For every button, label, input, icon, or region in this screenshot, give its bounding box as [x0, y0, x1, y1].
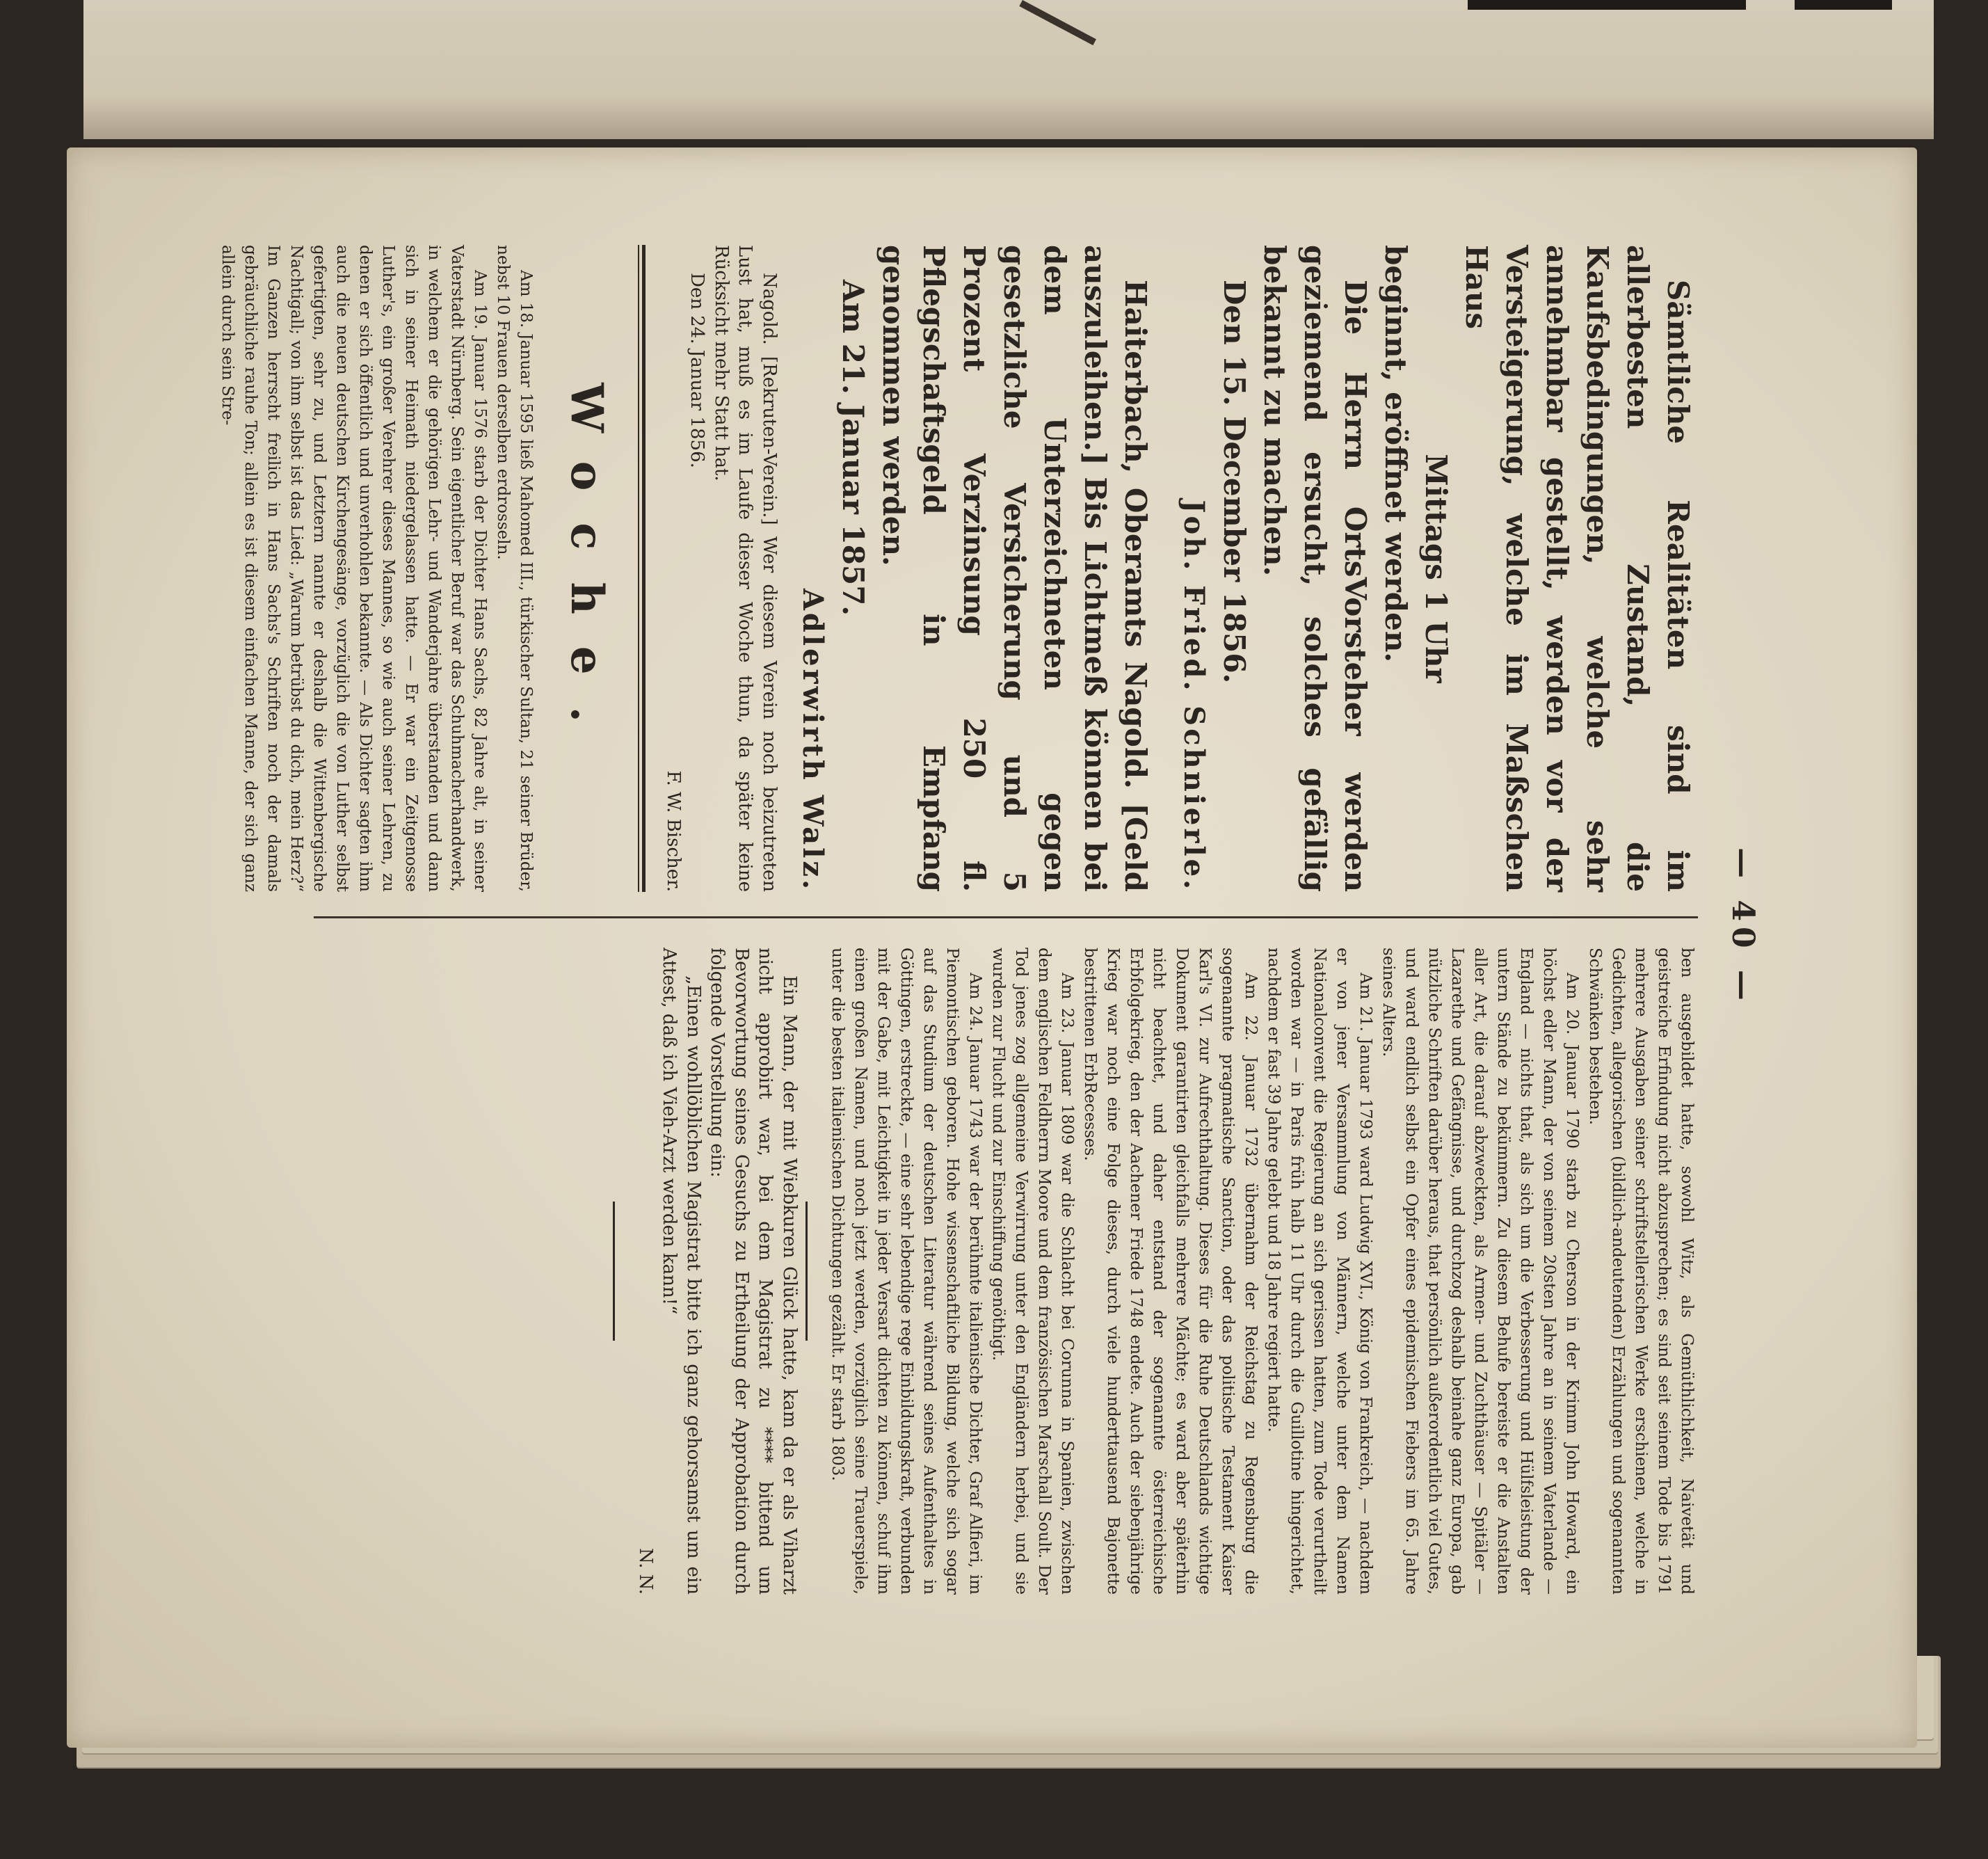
history-entry: Am 20. Januar 1790 starb zu Cherson in der Krimm John Howard, ein höchst edler Mann, der von seinem 20sten Jahre an in seinem Vaterlande — England — nichts that, als sich um die Verbesserung und Hülfsleistung der untern Stände zu bekümmern. Zu diesem Behufe bereiste er die Anstalten aller Art, die darauf abzweckten, als Armen- und Zuchthäuser — Spitäler — Lazarethe und Gefängnisse, und durchzog deshalb beinahe ganz Europa, gab nützliche Schriften darüber heraus, that persönlich außerordentlich viel Gutes, und ward endlich selbst ein Opfer eines epidemischen Fiebers im 65. Jahre seines Alters.: [1379, 948, 1581, 1595]
column-rule: [314, 916, 1698, 918]
history-continuation: ben ausgebildet hatte, sowohl Witz, als Gemüthlichkeit, Naivetät und geistreiche Erfindung nicht abzusprechen; es sind seit seinem Tode bis 1791 mehrere Ausgaben seiner schriftstellerischen Werke erschienen, welche in Gedichten, allegorischen (bildlich-andeutenden) Erzählungen und sogenannten Schwänken bestehen.: [1586, 948, 1696, 1595]
loan-notice: Haiterbach, Oberamts Nagold. [Geld auszuleihen.] Bis Lichtmeß können bei dem Unterzeichneten gegen gesetzliche Versicherung und 5 Prozent Verzinsung 250 fl. Pflegschaftsgeld in Empfang genommen werden.: [876, 245, 1153, 892]
loan-date: Am 21. Januar 1857.: [836, 280, 870, 616]
anecdote-signature: N. N.: [635, 1548, 656, 1595]
left-column: [216, 245, 1699, 892]
recruit-date: Den 24. Januar 1856.: [687, 273, 708, 468]
notice-signature: Joh. Fried. Schnierle.: [1178, 500, 1210, 892]
page-number: — 40 —: [1725, 847, 1761, 1006]
anecdote-rule: [805, 1202, 808, 1341]
recruit-signature: F. W. Bischer.: [663, 770, 684, 892]
notice-request: Die Herrn OrtsVorsteher werden gezi̇emend ersucht, solches gefällig bekannt zu machen.: [1258, 245, 1372, 892]
anecdote-quote: „Einen wohllöblichen Magistrat bitte ich ganz gehorsamst um ein Attest, daß ich Vieh-Arzt werden kann!“: [659, 948, 704, 1595]
recruit-notice: Nagold. [Rekruten-Verein.] Wer diesem Verein noch beizutreten Lust hat, muß es im Laufe dieser Woche thun, da später keine Rücksicht mehr Statt hat.: [711, 245, 780, 892]
section-rule: [639, 245, 640, 892]
ink-mark: [1019, 0, 1096, 45]
auction-paragraph: Sämtliche Realitäten sind im allerbesten Zustand, die Kaufsbedingungen, welche sehr annehmbar gestellt, werden vor der Versteigerung, welche im Maßschen Haus: [1459, 245, 1695, 892]
auction-time: Mittags 1 Uhr: [1419, 454, 1453, 683]
previous-page-edge: [83, 0, 1934, 139]
newspaper-page: [67, 147, 1917, 1748]
history-entry: Am 18. Januar 1595 ließ Mahomed III., türkischer Sultan, 21 seiner Brüder, nebst 10 Frauen derselben erdrosseln.: [494, 245, 536, 892]
auction-paragraph-end: beginnt, eröffnet werden.: [1379, 245, 1413, 662]
anecdote-paragraph: Ein Mann, der mit Wiebkuren Glück hatte, kam da er als Viharzt nicht approbirt war, bei dem Magistrat zu **** bittend um Bevorwortung seines Gesuchs zu Ertheilung der Approbation durch folgende Vorstellung ein:: [707, 948, 800, 1595]
ink-mark: [1795, 0, 1892, 10]
right-column: [609, 948, 1699, 1595]
end-rule: [614, 1202, 616, 1341]
section-heading: Woche.: [561, 383, 614, 754]
loan-signature: Adlerwirth Walz.: [796, 588, 829, 892]
history-entry: Am 21. Januar 1793 ward Ludwig XVI., König von Frankreich, — nachdem er von jener Versammlung von Männern, welche unter dem Namen Nationalconvent die Regierung an sich gerissen hatten, zum Tode verurtheilt worden war — in Paris früh halb 11 Uhr durch die Guillotine hingerichtet, nachdem er fast 39 Jahre gelebt und 18 Jahre regiert hatte.: [1265, 948, 1374, 1595]
history-entry: Am 23. Januar 1809 war die Schlacht bei Corunna in Spanien, zwischen dem englischen Feldherrn Moore und dem französischen Marschall Soult. Der Tod jenes zog allgemeine Verwirrung unter den Engländern herbei, und sie wurden zur Flucht und zur Einschiffung genöthigt.: [989, 948, 1076, 1595]
history-entry: Am 19. Januar 1576 starb der Dichter Hans Sachs, 82 Jahre alt, in seiner Vaterstadt Nürnberg. Sein eigentlicher Beruf war das Schuhmacherhandwerk, in welchem er die gehörigen Lehr- und Wanderjahre überstanden und dann sich in seiner Heimath niedergelassen hatte. — Er war ein Zeitgenosse Luther's, ein großer Verehrer dieses Mannes, so wie auch seiner Lehren, zu denen er sich öffentlich und unverhohlen bekannte. — Als Dichter sagten ihm auch die neuen deutschen Kirchengesänge, vorzüglich die von Luther selbst gefertigten, sehr zu, und Letztern nannte er deshalb die Wittenbergische Nachtigall; von ihm selbst ist das Lied: „Warum betrübst du dich, mein Herz?“ Im Ganzen herrscht freilich in Hans Sachs's Schriften noch der damals gebräuchliche rauhe Ton; allein es ist diesem einfachen Manne, der sich ganz allein durch sein Stre-: [218, 245, 490, 892]
section-rule: [643, 245, 646, 892]
rotated-page-content: [218, 245, 1761, 1609]
history-entry: Am 22. Januar 1732 übernahm der Reichstag zu Regensburg die sogenannte pragmatische Sanction, oder das politische Testament Kaiser Karl's VI. zur Aufrechthaltung. Dieses für die Ruhe Deutschlands wichtige Dokument garantirten gleichfalls mehrere Mächte; es ward aber späterhin nicht beachtet, und daher entstand der sogenannte österreichische Erbfolgekrieg, den der Aachener Friede 1748 endete. Auch der siebenjährige Krieg war noch eine Folge dieses, durch viele hunderttausend Bajonette bestrittenen ErbRecesses.: [1081, 948, 1260, 1595]
ink-mark: [1468, 0, 1746, 10]
notice-date: Den 15. December 1856.: [1217, 280, 1251, 684]
history-entry: Am 24. Januar 1743 war der berühmte italienische Dichter, Graf Alfieri, im Piemontischen geboren. Hohe wissenschaftliche Bildung, welche sich sogar auf das Studium der deutschen Literatur während seines Aufenthaltes in Göttingen, erstreckte, — eine sehr lebendige rege Einbildungskraft, verbunden mit der Gabe, mit Leichtigkeit in jeder Versart dichten zu können, schuf ihm einen großen Namen, und noch jetzt werden, vorzüglich seine Trauerspiele, unter die besten italienischen Dichtungen gezählt. Er starb 1803.: [828, 948, 984, 1595]
